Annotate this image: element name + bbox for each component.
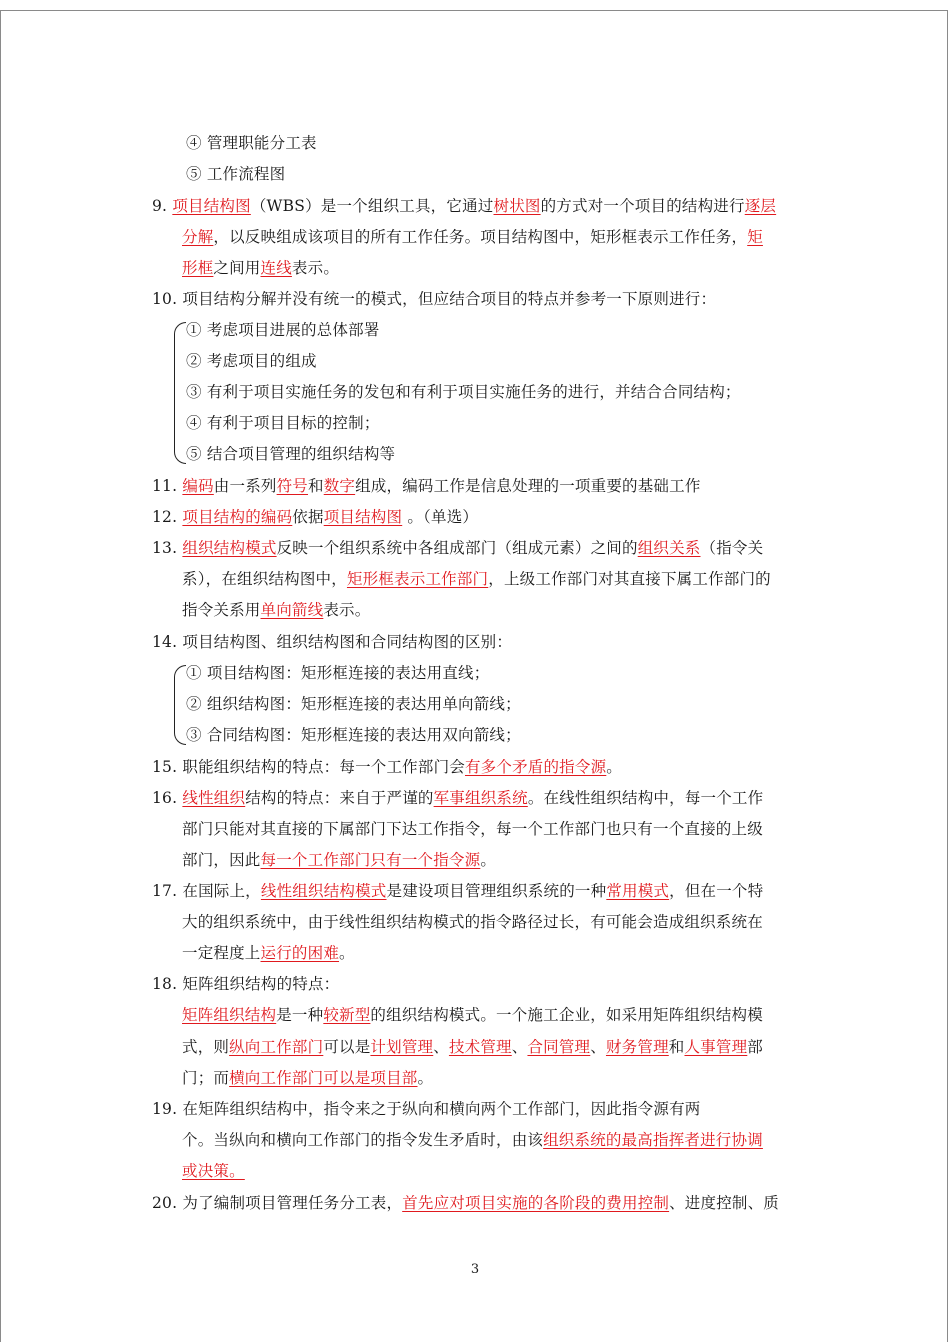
text-segment: 。 (417, 1069, 434, 1087)
text-segment: 反映一个组织系统中各组成部门（组成元素）之间的 (276, 539, 638, 557)
text-segment: ④ 有利于项目目标的控制； (186, 414, 380, 432)
text-segment: 由一系列 (213, 477, 277, 495)
text-segment: 的方式对一个项目的结构进行 (540, 197, 745, 215)
text-segment: 9. (152, 197, 173, 215)
highlighted-term: 项目结构图 (323, 508, 403, 526)
text-segment: 是一种 (276, 1006, 324, 1024)
highlighted-term: 项目结构的编码 (182, 508, 293, 526)
highlighted-term: 首先应对项目实施的各阶段的费用控制 (402, 1194, 670, 1212)
text-line (152, 533, 763, 563)
text-line (182, 814, 763, 844)
text-segment: 的组织结构模式。一个施工企业，如采用矩阵组织结构模 (370, 1006, 763, 1024)
text-line (186, 159, 285, 189)
text-segment: ⑤ 结合项目管理的组织结构等 (186, 445, 396, 463)
text-segment: 。（单选） (402, 508, 479, 526)
text-segment: ① 项目结构图：矩形框连接的表达用直线； (186, 664, 490, 682)
text-segment: 15. 职能组织结构的特点：每一个工作部门会 (152, 758, 465, 776)
text-segment: 和 (308, 477, 324, 495)
text-line (182, 222, 763, 252)
highlighted-term: 连线 (260, 259, 292, 277)
text-segment: 、进度控制、质 (669, 1194, 779, 1212)
text-segment: 式，则 (182, 1038, 230, 1056)
highlighted-term: 线性组织 (182, 789, 246, 807)
text-line (182, 1156, 245, 1186)
text-line (152, 752, 622, 782)
text-line (152, 502, 478, 532)
text-line (186, 128, 317, 158)
text-line (152, 969, 339, 999)
text-segment: 11. (152, 477, 183, 495)
text-segment: 和 (668, 1038, 685, 1056)
text-segment: 20. 为了编制项目管理任务分工表， (152, 1194, 403, 1212)
highlighted-term: 横向工作部门可以是项目部 (229, 1069, 418, 1087)
text-line (182, 1000, 763, 1030)
highlighted-term: 组织关系 (637, 539, 701, 557)
text-line (182, 845, 496, 875)
page-number: 3 (470, 1262, 480, 1277)
text-line (182, 938, 355, 968)
text-segment: 部门，因此 (182, 851, 261, 869)
text-segment: ② 组织结构图：矩形框连接的表达用单向箭线； (186, 695, 521, 713)
highlighted-term: 分解 (182, 228, 214, 246)
highlighted-term: 技术管理 (448, 1038, 512, 1056)
text-line (186, 689, 521, 719)
text-segment: 18. 矩阵组织结构的特点： (152, 975, 340, 993)
highlighted-term: 矩形框表示工作部门 (346, 570, 489, 588)
highlighted-term: 树状图 (493, 197, 541, 215)
text-segment: 门；而 (182, 1069, 230, 1087)
brace-item-10 (174, 322, 186, 464)
text-line (152, 1188, 779, 1218)
text-segment: 。 (606, 758, 622, 776)
text-segment: 、 (590, 1038, 606, 1056)
highlighted-term: 运行的困难 (260, 944, 340, 962)
text-segment: 、 (433, 1038, 449, 1056)
text-segment: 、 (511, 1038, 528, 1056)
text-line (186, 346, 317, 376)
text-segment: （指令关 (700, 539, 764, 557)
brace-item-14 (174, 665, 186, 745)
text-segment: ③ 合同结构图：矩形框连接的表达用双向箭线； (186, 726, 521, 744)
highlighted-term: 单向箭线 (260, 601, 324, 619)
highlighted-term: 矩阵组织结构 (182, 1006, 277, 1024)
text-line (186, 315, 380, 345)
highlighted-term: 每一个工作部门只有一个指令源 (260, 851, 481, 869)
highlighted-term: 线性组织结构模式 (260, 882, 387, 900)
text-segment: 19. 在矩阵组织结构中，指令来之于纵向和横向两个工作部门，因此指令源有两 (152, 1100, 701, 1118)
highlighted-term: 项目结构图 (172, 197, 251, 215)
highlighted-term: 数字 (323, 477, 356, 495)
text-segment: 表示。 (291, 259, 340, 277)
highlighted-term: 合同管理 (527, 1038, 591, 1056)
text-segment: 表示。 (323, 601, 371, 619)
text-line (186, 377, 741, 407)
highlighted-term: 较新型 (323, 1006, 371, 1024)
text-segment: 指令关系用 (182, 601, 261, 619)
highlighted-term: 计划管理 (370, 1038, 434, 1056)
text-segment: ⑤ 工作流程图 (186, 165, 286, 183)
text-segment: ，以反映组成该项目的所有工作任务。项目结构图中，矩形框表示工作任务， (213, 228, 748, 246)
highlighted-term: 符号 (276, 477, 309, 495)
text-line (152, 284, 716, 314)
highlighted-term: 人事管理 (684, 1038, 748, 1056)
text-segment: ，但在一个特 (669, 882, 764, 900)
text-line (182, 1063, 433, 1093)
highlighted-term: 财务管理 (605, 1038, 669, 1056)
text-segment: 组成，编码工作是信息处理的一项重要的基础工作 (355, 477, 701, 495)
highlighted-term: 组织结构模式 (182, 539, 277, 557)
text-segment: ，上级工作部门对其直接下属工作部门的 (488, 570, 771, 588)
text-line (186, 720, 521, 750)
text-line (182, 1032, 763, 1062)
highlighted-term: 矩 (747, 228, 763, 246)
highlighted-term: 常用模式 (606, 882, 670, 900)
text-line (182, 595, 370, 625)
text-segment: ② 考虑项目的组成 (186, 352, 317, 370)
highlighted-term: 形框 (182, 259, 214, 277)
text-line (182, 253, 339, 283)
text-segment: 部 (747, 1038, 763, 1056)
highlighted-term: 组织系统的最高指挥者进行协调 (543, 1131, 763, 1149)
text-segment: 大的组织系统中，由于线性组织结构模式的指令路径过长，有可能会造成组织系统在 (182, 913, 763, 931)
highlighted-term: 或决策。 (182, 1162, 245, 1180)
text-segment: 个。当纵向和横向工作部门的指令发生矛盾时，由该 (182, 1131, 544, 1149)
text-segment: 17. 在国际上， (152, 882, 261, 900)
text-segment: ③ 有利于项目实施任务的发包和有利于项目实施任务的进行，并结合合同结构； (186, 383, 741, 401)
text-line (182, 1125, 763, 1155)
text-line (152, 1094, 700, 1124)
text-segment: 是建设项目管理组织系统的一种 (386, 882, 607, 900)
text-segment: 之间用 (213, 259, 261, 277)
text-line (186, 408, 380, 438)
text-segment: （WBS）是一个组织工具，它通过 (250, 197, 494, 215)
text-line (152, 783, 763, 813)
highlighted-term: 逐层 (744, 197, 777, 215)
highlighted-term: 军事组织系统 (433, 789, 528, 807)
text-segment: 依据 (292, 508, 324, 526)
text-segment: 14. 项目结构图、组织结构图和合同结构图的区别： (152, 633, 513, 651)
text-segment: ① 考虑项目进展的总体部署 (186, 321, 380, 339)
text-line (182, 564, 771, 594)
text-segment: 13. (152, 539, 183, 557)
text-line (182, 907, 763, 937)
text-line (186, 439, 395, 469)
text-segment: 系），在组织结构图中， (182, 570, 347, 588)
text-line (152, 627, 512, 657)
text-segment: ④ 管理职能分工表 (186, 134, 317, 152)
text-segment: 部门只能对其直接的下属部门下达工作指令，每一个工作部门也只有一个直接的上级 (182, 820, 763, 838)
highlighted-term: 有多个矛盾的指令源 (464, 758, 607, 776)
text-segment: 结构的特点：来自于严谨的 (245, 789, 434, 807)
text-line (186, 658, 489, 688)
text-segment: 16. (152, 789, 183, 807)
text-segment: 。 (339, 944, 355, 962)
text-line (152, 191, 776, 221)
highlighted-term: 纵向工作部门 (229, 1038, 324, 1056)
text-segment: 。 (480, 851, 497, 869)
text-segment: 可以是 (323, 1038, 371, 1056)
text-segment: 10. 项目结构分解并没有统一的模式，但应结合项目的特点并参考一下原则进行： (152, 290, 717, 308)
text-segment: 。在线性组织结构中，每一个工作 (527, 789, 764, 807)
text-segment: 12. (152, 508, 183, 526)
text-line (152, 471, 701, 501)
highlighted-term: 编码 (182, 477, 214, 495)
text-segment: 一定程度上 (182, 944, 261, 962)
text-line (152, 876, 763, 906)
